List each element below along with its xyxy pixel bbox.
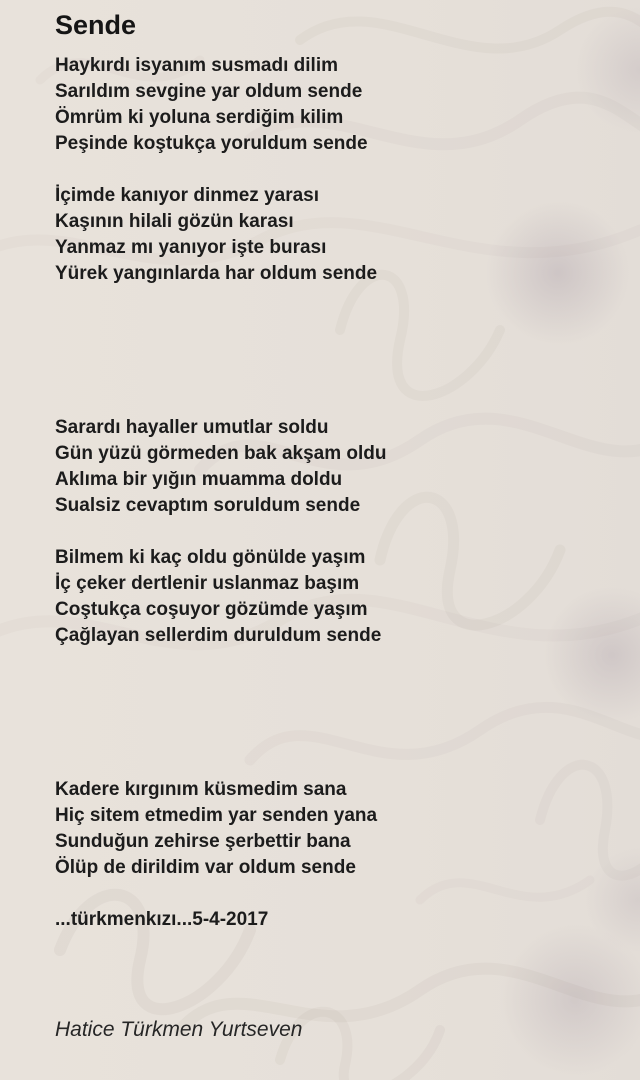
poem-line: Yürek yangınlarda har oldum sende [55, 263, 378, 284]
poem-signature-date: ...türkmenkızı...5-4-2017 [55, 909, 269, 930]
poem-line: Gün yüzü görmeden bak akşam oldu [55, 443, 387, 464]
poem-line: Sunduğun zehirse şerbettir bana [55, 831, 351, 852]
poem-line: Yanmaz mı yanıyor işte burası [55, 237, 327, 258]
poem-line: Sarıldım sevgine yar oldum sende [55, 81, 363, 102]
poem-line: Kadere kırgınım küsmedim sana [55, 779, 347, 800]
stanza-2 [55, 183, 610, 287]
poem-line: Ölüp de dirildim var oldum sende [55, 857, 356, 878]
poem-line: Haykırdı isyanım susmadı dilim [55, 55, 338, 76]
poem-line: Kaşının hilali gözün karası [55, 211, 294, 232]
poem-line: Sarardı hayaller umutlar soldu [55, 417, 329, 438]
poem-line: İç çeker dertlenir uslanmaz başım [55, 573, 360, 594]
stanza-5 [55, 777, 610, 881]
poem-line: Çağlayan sellerdim duruldum sende [55, 625, 382, 646]
poem-line: Ömrüm ki yoluna serdiğim kilim [55, 107, 344, 128]
poem-title: Sende [55, 10, 137, 40]
poem-line: Aklıma bir yığın muamma doldu [55, 469, 343, 490]
poem-line: Peşinde koştukça yoruldum sende [55, 133, 368, 154]
poem-line: Coştukça coşuyor gözümde yaşım [55, 599, 368, 620]
stanza-1 [55, 53, 610, 157]
poem-line: Hiç sitem etmedim yar senden yana [55, 805, 378, 826]
stanza-4 [55, 545, 610, 649]
poem-line: Sualsiz cevaptım soruldum sende [55, 495, 361, 516]
poem-line: İçimde kanıyor dinmez yarası [55, 185, 320, 206]
poem-line: Bilmem ki kaç oldu gönülde yaşım [55, 547, 366, 568]
stanza-3 [55, 415, 610, 519]
author-name: Hatice Türkmen Yurtseven [55, 1018, 303, 1041]
